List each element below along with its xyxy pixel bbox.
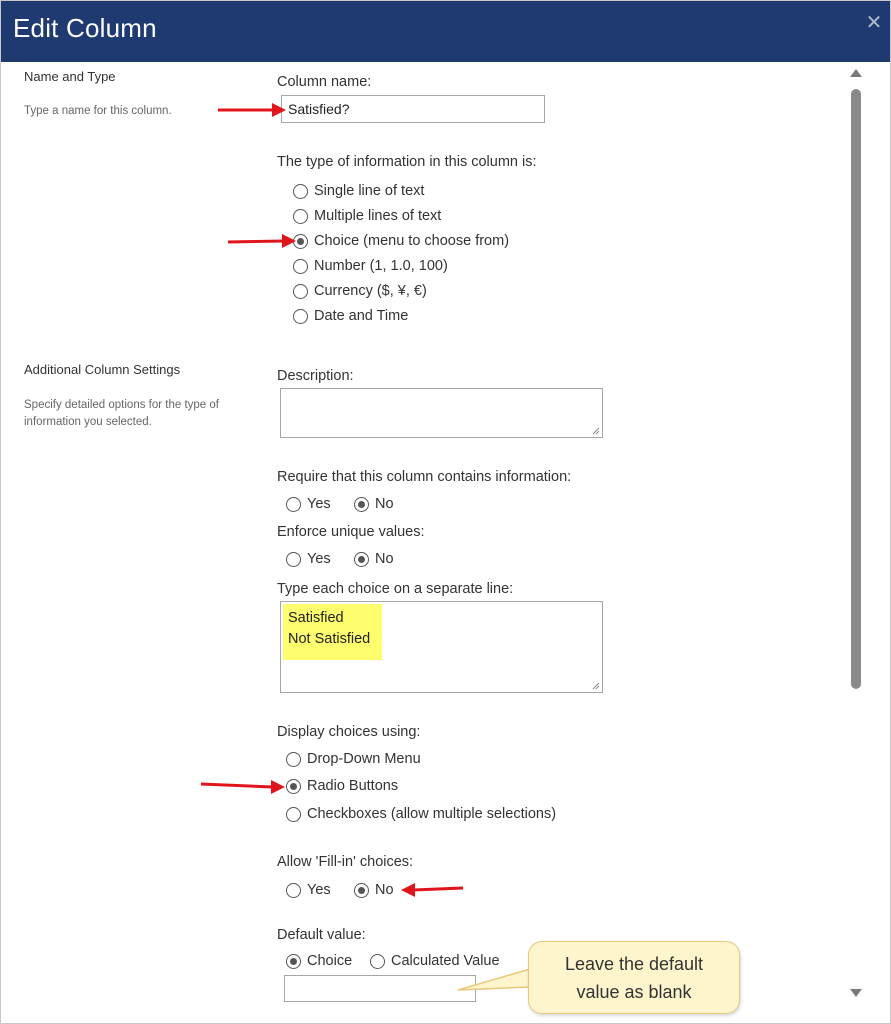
type-option-label: Choice (menu to choose from) (314, 233, 510, 249)
radio-icon[interactable] (370, 954, 385, 969)
radio-checked-icon[interactable] (354, 883, 369, 898)
choices-textarea[interactable] (280, 601, 603, 693)
type-option-multiple-lines[interactable] (293, 208, 441, 224)
type-option-label: Single line of text (314, 183, 425, 199)
default-calculated-label: Calculated Value (391, 953, 500, 969)
display-option-label: Drop-Down Menu (307, 751, 421, 767)
vertical-scrollbar[interactable] (846, 65, 866, 1005)
radio-checked-icon[interactable] (286, 954, 301, 969)
type-option-currency[interactable] (293, 283, 427, 299)
fill-in-yes-label: Yes (307, 882, 331, 898)
radio-checked-icon[interactable] (354, 497, 369, 512)
choices-label: Type each choice on a separate line: (277, 581, 514, 597)
require-yes[interactable] (286, 496, 331, 512)
display-choices-label: Display choices using: (277, 724, 421, 740)
radio-icon[interactable] (286, 752, 301, 767)
annotation-arrow-icon (399, 879, 465, 899)
annotation-arrow-icon (199, 776, 287, 796)
close-icon[interactable]: ✕ (865, 12, 883, 34)
column-name-input[interactable] (281, 95, 545, 123)
annotation-arrow-icon (216, 100, 288, 120)
require-no[interactable] (354, 496, 394, 512)
require-info-label: Require that this column contains information: (277, 469, 572, 485)
scroll-thumb[interactable] (851, 89, 861, 689)
require-no-label: No (375, 496, 394, 512)
enforce-unique-label: Enforce unique values: (277, 524, 425, 540)
type-option-label: Date and Time (314, 308, 409, 324)
radio-icon[interactable] (293, 259, 308, 274)
fill-in-label: Allow 'Fill-in' choices: (277, 854, 414, 870)
radio-icon[interactable] (286, 807, 301, 822)
type-option-label: Number (1, 1.0, 100) (314, 258, 448, 274)
section-desc-additional: Specify detailed options for the type of information you selected. (24, 399, 219, 428)
unique-yes-label: Yes (307, 551, 331, 567)
unique-no-label: No (375, 551, 394, 567)
section-title-additional: Additional Column Settings (24, 362, 181, 377)
radio-icon[interactable] (293, 209, 308, 224)
type-option-single-line[interactable] (293, 183, 424, 199)
radio-icon[interactable] (286, 552, 301, 567)
display-radio-buttons[interactable] (286, 778, 398, 794)
default-value-input[interactable] (284, 975, 476, 1002)
title-bar (1, 1, 891, 62)
description-textarea[interactable] (280, 388, 603, 438)
type-option-date-time[interactable] (293, 308, 408, 324)
annotation-callout (528, 941, 740, 1014)
callout-tail (456, 961, 536, 1001)
annotation-arrow-icon (226, 231, 298, 251)
default-value-label: Default value: (277, 927, 366, 943)
type-info-label: The type of information in this column is: (277, 154, 537, 170)
radio-checked-icon[interactable] (354, 552, 369, 567)
radio-icon[interactable] (286, 497, 301, 512)
radio-icon[interactable] (293, 184, 308, 199)
resize-grip-icon[interactable] (592, 427, 600, 435)
display-dropdown[interactable] (286, 751, 421, 767)
type-option-label: Currency ($, ¥, €) (314, 283, 427, 299)
fill-in-no-label: No (375, 882, 394, 898)
display-checkboxes[interactable] (286, 806, 556, 822)
choice-line: Satisfied (288, 610, 344, 626)
section-title-name-type: Name and Type (24, 69, 116, 84)
choices-highlight (283, 604, 382, 660)
callout-line: value as blank (576, 982, 692, 1002)
description-label: Description: (277, 368, 354, 384)
scroll-up-arrow-icon[interactable] (850, 69, 862, 77)
type-option-number[interactable] (293, 258, 448, 274)
display-option-label: Checkboxes (allow multiple selections) (307, 806, 557, 822)
type-option-label: Multiple lines of text (314, 208, 442, 224)
type-option-choice[interactable] (293, 233, 509, 249)
require-yes-label: Yes (307, 496, 331, 512)
default-choice[interactable] (286, 953, 352, 969)
radio-icon[interactable] (286, 883, 301, 898)
fill-in-yes[interactable] (286, 882, 331, 898)
column-name-label: Column name: (277, 74, 372, 90)
section-desc-name-type: Type a name for this column. (24, 105, 172, 117)
radio-icon[interactable] (293, 284, 308, 299)
radio-checked-icon[interactable] (286, 779, 301, 794)
choice-line: Not Satisfied (288, 631, 371, 647)
unique-yes[interactable] (286, 551, 331, 567)
display-option-label: Radio Buttons (307, 778, 399, 794)
unique-no[interactable] (354, 551, 394, 567)
dialog-title: Edit Column (13, 13, 157, 43)
default-choice-label: Choice (307, 953, 353, 969)
fill-in-no[interactable] (354, 882, 394, 898)
scroll-down-arrow-icon[interactable] (850, 989, 862, 997)
callout-line: Leave the default (564, 954, 704, 974)
resize-grip-icon[interactable] (592, 682, 600, 690)
radio-icon[interactable] (293, 309, 308, 324)
